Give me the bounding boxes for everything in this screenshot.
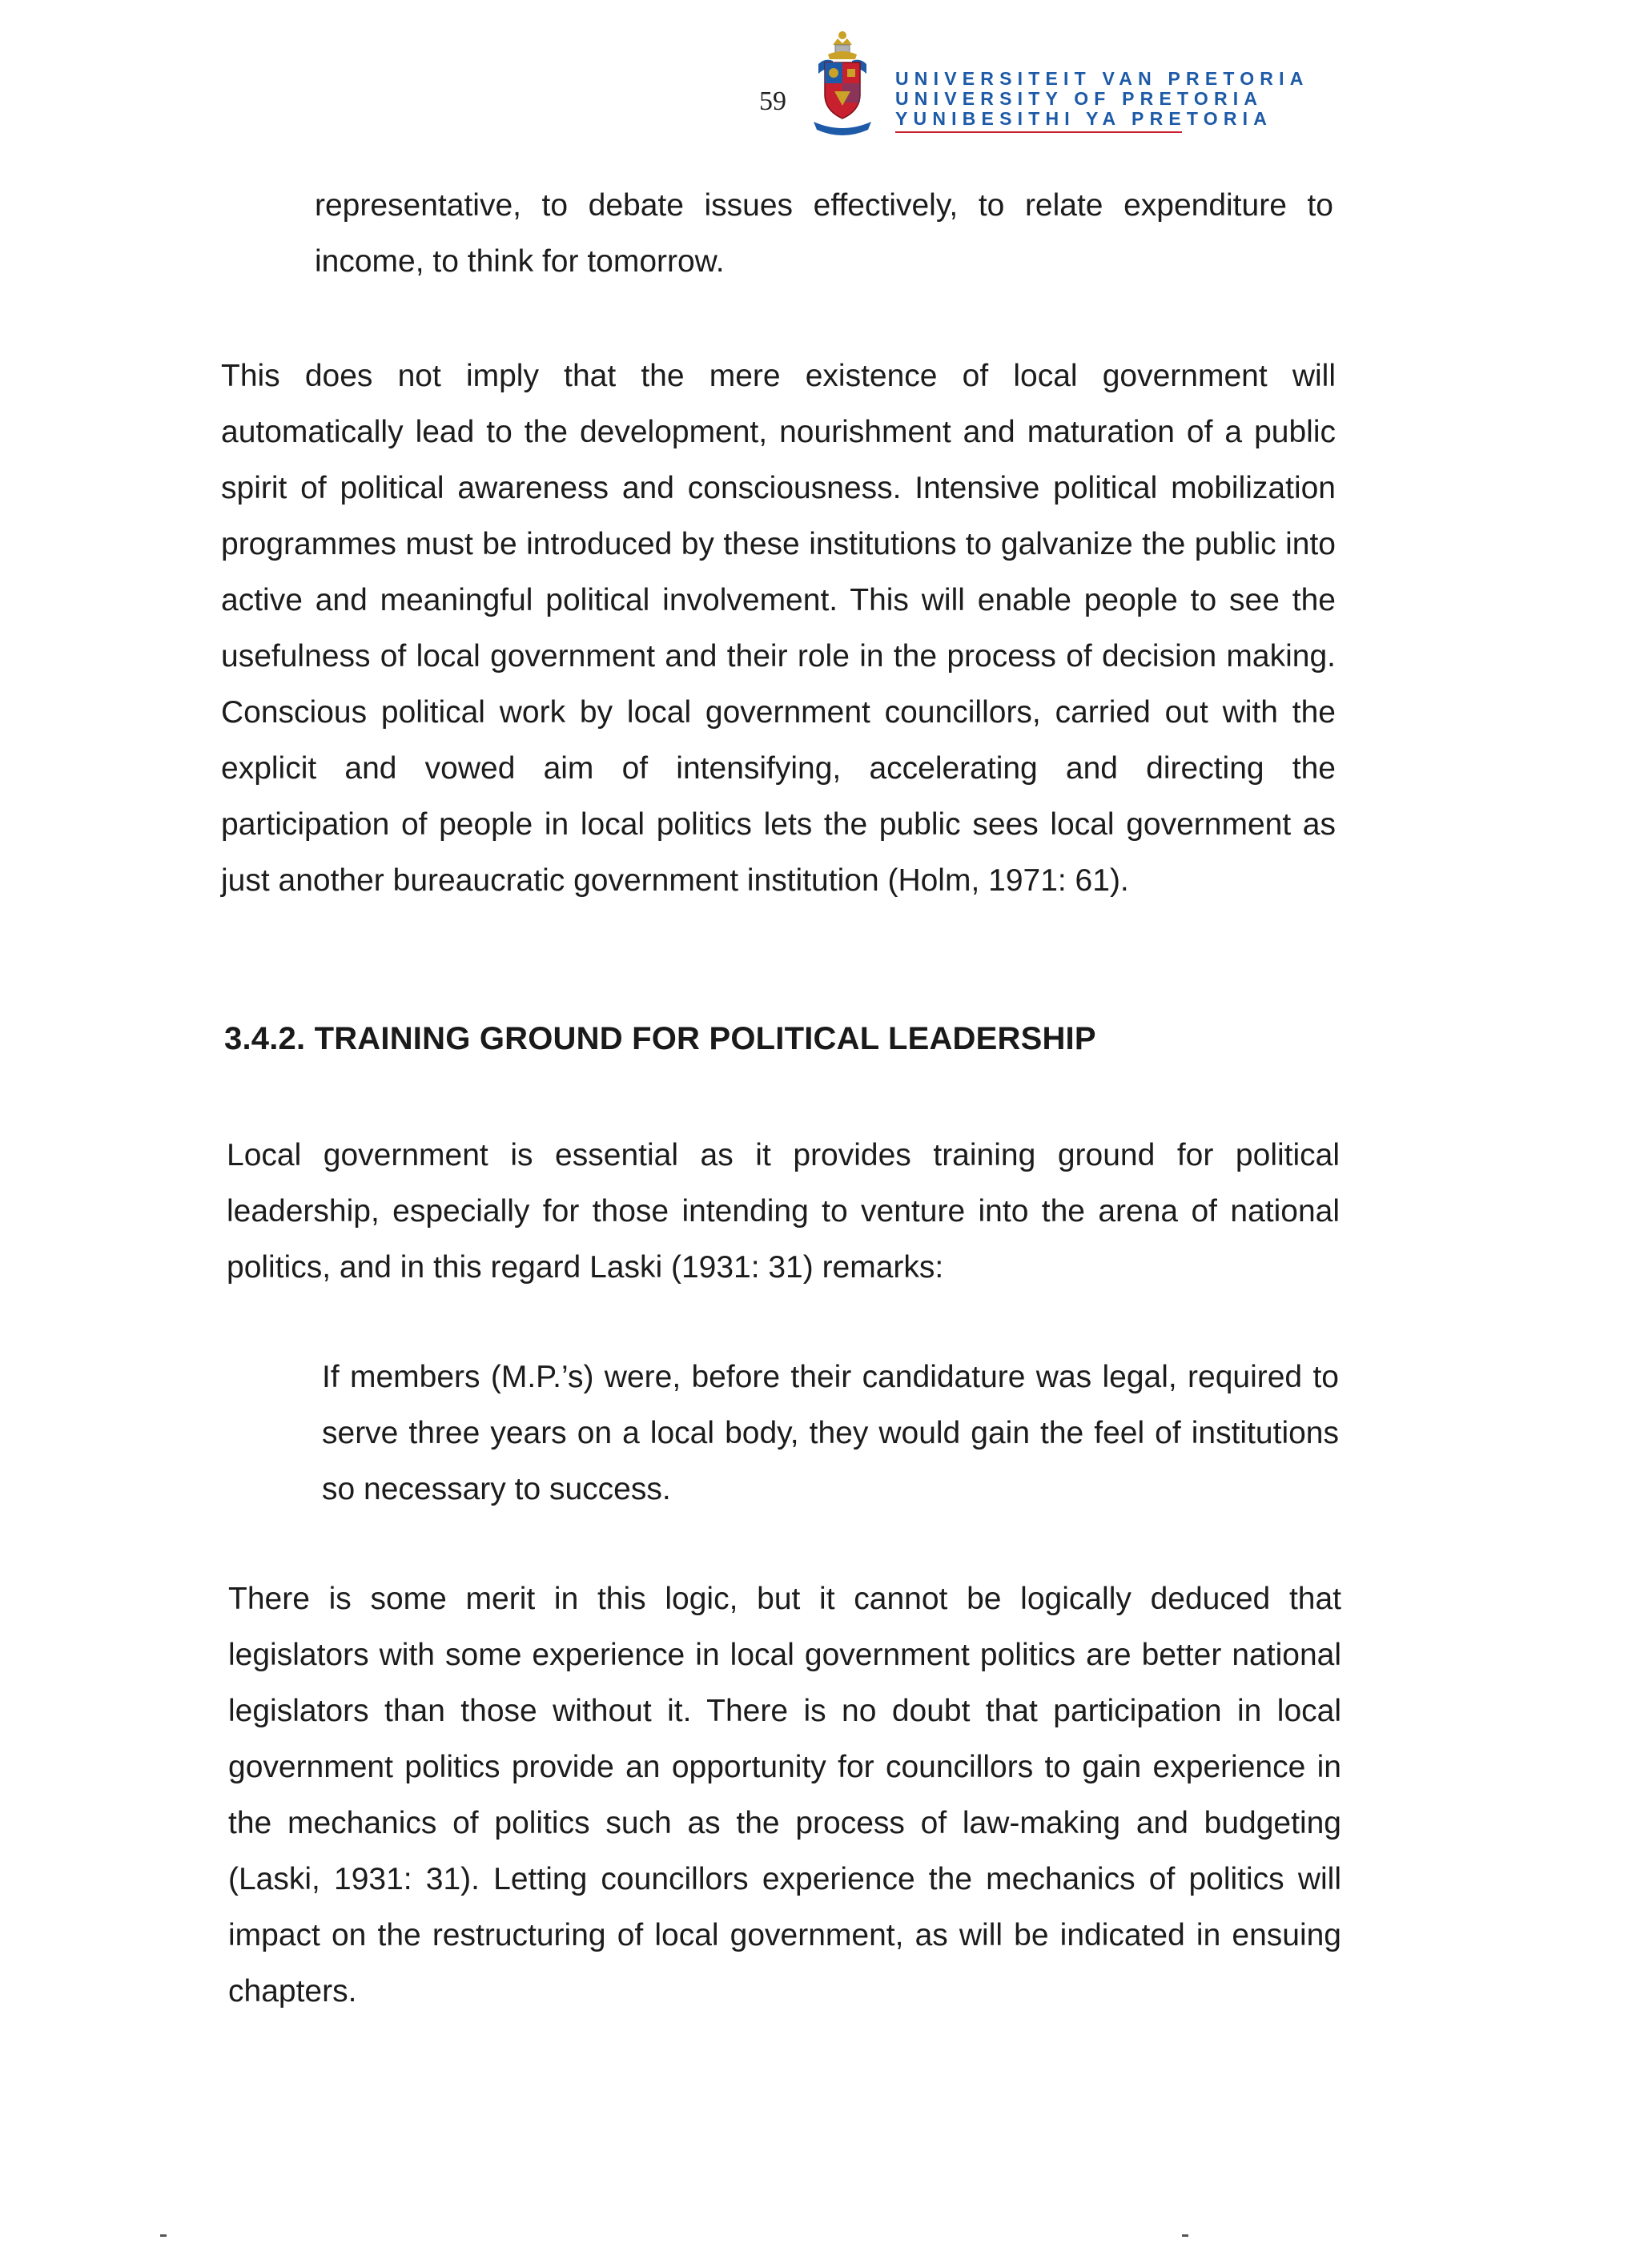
university-names (895, 69, 1309, 129)
continuation-paragraph: representative, to debate issues effectively, to relate expenditure to income, to think for tomorrow. (315, 188, 1333, 279)
university-name-sepedi: YUNIBESITHI YA PRETORIA (895, 108, 1273, 129)
section-heading: 3.4.2. TRAINING GROUND FOR POLITICAL LEADERSHIP (224, 1021, 1096, 1056)
paragraph-local-government-awareness: This does not imply that the mere existence of local government will automatically lead to the development, nourishment and maturation of a public spirit of political awareness and consciousness. Intensive political mobilization programmes must be introduced by these institutions to galvanize the public into active and meaningful political involvement. This will enable people to see the usefulness of local government and their role in the process of decision making. Conscious political work by local government councillors, carried out with the explicit and vowed aim of intensifying, accelerating and directing the participation of people in local politics lets the public sees local government as just another bureaucratic government institution (Holm, 1971: 61). (221, 359, 1336, 898)
university-crest-icon (809, 27, 876, 139)
university-name-english: UNIVERSITY OF PRETORIA (895, 88, 1264, 109)
header-rule (895, 131, 1182, 133)
scan-mark-right (1182, 2234, 1188, 2237)
paragraph-merit-of-logic: There is some merit in this logic, but it cannot be logically deduced that legislators with some experience in local government politics are better national legislators than those without it. There is no doubt that participation in local government politics provide an opportunity for councillors to gain experience in the mechanics of politics such as the process of law-making and budgeting (Laski, 1931: 31). Letting councillors experience the mechanics of politics will impact on the restructuring of local government, as will be indicated in ensuing chapters. (228, 1582, 1341, 2009)
scan-mark-left (160, 2234, 167, 2237)
block-quote-laski: If members (M.P.’s) were, before their candidature was legal, required to serve three years on a local body, they would gain the feel of institutions so necessary to success. (322, 1360, 1339, 1506)
paragraph-training-ground: Local government is essential as it provides training ground for political leadership, especially for those intending to venture into the arena of national politics, and in this regard Laski (1931: 31) remarks: (227, 1138, 1340, 1285)
page-number: 59 (759, 86, 786, 116)
university-name-afrikaans: UNIVERSITEIT VAN PRETORIA (895, 68, 1309, 89)
